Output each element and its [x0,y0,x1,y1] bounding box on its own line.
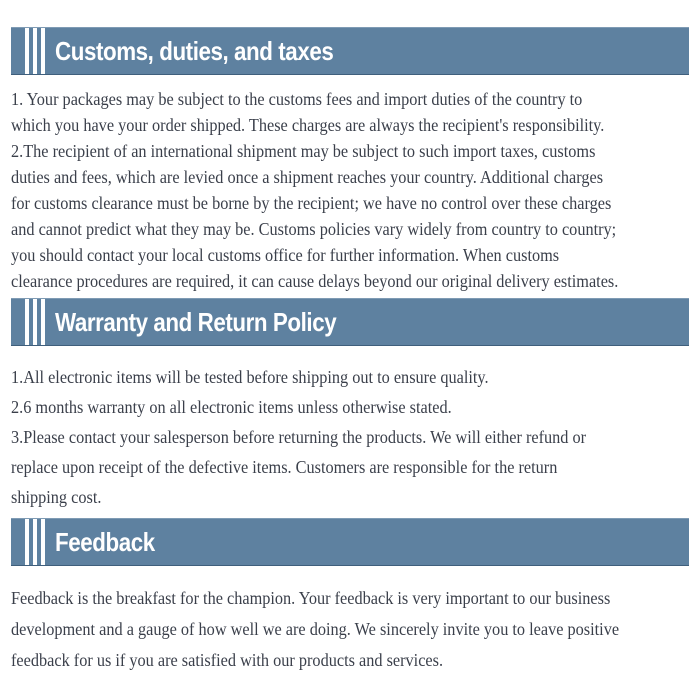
section-header-customs [11,27,689,75]
text-line: 1. Your packages may be subject to the customs fees and import duties of the country to [11,89,583,109]
header-stripe [33,299,37,345]
section-title: Customs, duties, and taxes [55,35,334,66]
text-line: replace upon receipt of the defective items. Customers are responsible for the return [11,457,558,477]
text-line: duties and fees, which are levied once a shipment reaches your country. Additional charges [11,167,604,187]
customs-text [11,86,643,294]
header-stripe [25,28,29,74]
text-line: 2.6 months warranty on all electronic items unless otherwise stated. [11,397,452,417]
text-line: which you have your order shipped. These charges are always the recipient's responsibility. [11,115,605,135]
section-title: Feedback [55,526,155,557]
text-line: you should contact your local customs office for further information. When customs [11,245,560,265]
text-line: 2.The recipient of an international shipment may be subject to such import taxes, customs [11,141,596,161]
text-line: and cannot predict what they may be. Customs policies vary widely from country to country; [11,219,617,239]
header-stripe [41,519,45,565]
text-line: 1.All electronic items will be tested before shipping out to ensure quality. [11,367,489,387]
header-stripe [25,519,29,565]
text-line: feedback for us if you are satisfied with our products and services. [11,650,444,670]
text-line: shipping cost. [11,487,102,507]
header-stripe [41,299,45,345]
header-stripe [25,299,29,345]
text-line: clearance procedures are required, it can cause delays beyond our original delivery estimates. [11,271,619,291]
text-line: Feedback is the breakfast for the champion. Your feedback is very important to our business [11,588,611,608]
section-title: Warranty and Return Policy [55,306,337,337]
header-stripe [41,28,45,74]
text-line: 3.Please contact your salesperson before returning the products. We will either refund or [11,427,587,447]
header-stripe [33,28,37,74]
text-line: development and a gauge of how well we are doing. We sincerely invite you to leave positive [11,619,620,639]
text-line: for customs clearance must be borne by the recipient; we have no control over these charges [11,193,612,213]
feedback-text [11,583,643,676]
section-header-warranty [11,298,689,346]
warranty-text [11,362,643,512]
header-stripe [33,519,37,565]
section-header-feedback [11,518,689,566]
